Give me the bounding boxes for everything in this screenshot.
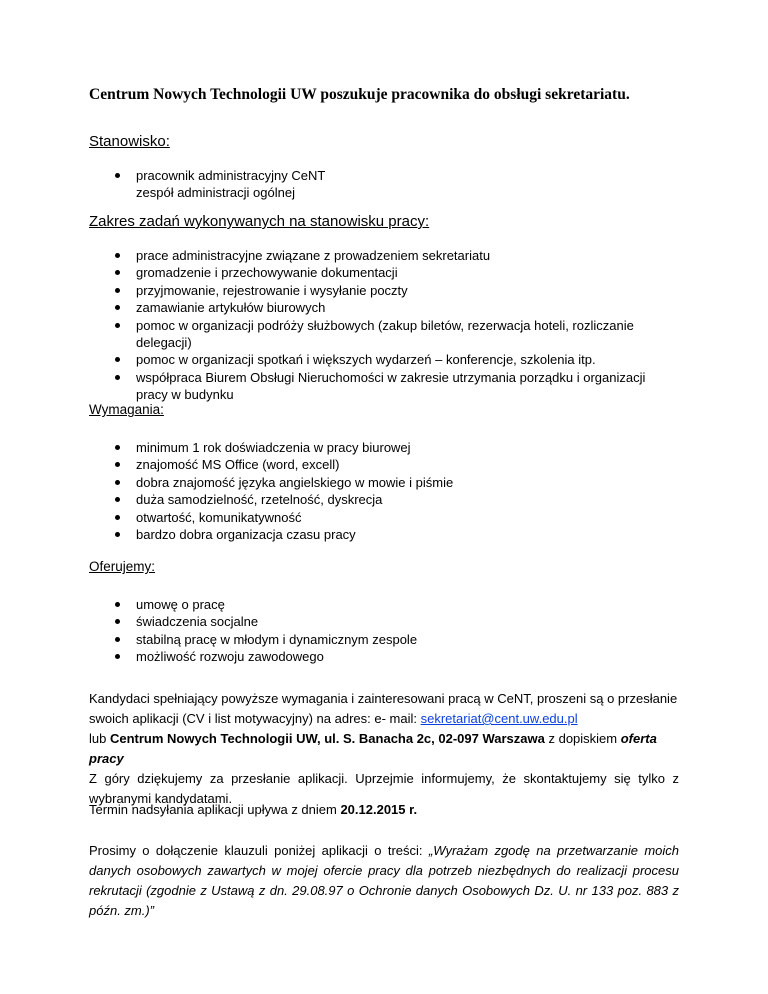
offer-label: oferta pracy (89, 731, 657, 766)
deadline-date: 20.12.2015 r. (340, 802, 418, 817)
clause-text: Prosimy o dołączenie klauzuli poniżej aplikacji o treści: (89, 843, 429, 858)
list-item: stabilną pracę w młodym i dynamicznym zespole (89, 631, 656, 648)
list-item: gromadzenie i przechowywanie dokumentacji (89, 264, 656, 281)
list-item: przyjmowanie, rejestrowanie i wysyłanie poczty (89, 282, 656, 299)
list-item: umowę o pracę (89, 596, 656, 613)
list-item (89, 167, 656, 202)
list-item: minimum 1 rok doświadczenia w pracy biurowej (89, 439, 656, 456)
application-paragraph (89, 689, 679, 809)
list-item: znajomość MS Office (word, excell) (89, 456, 656, 473)
application-note-text: z dopiskiem (544, 731, 621, 746)
stanowisko-position: pracownik administracyjny CeNT (136, 168, 326, 183)
application-text: Kandydaci spełniający powyższe wymagania i zainteresowani pracą w CeNT, proszeni są o przesłanie swoich aplikacji (CV i list motywacyjny) na adres: e- mail: (89, 691, 678, 726)
section-heading-oferujemy: Oferujemy: (89, 559, 156, 574)
page-title: Centrum Nowych Technologii UW poszukuje pracownika do obsługi sekretariatu. (89, 86, 630, 103)
stanowisko-team: zespół administracji ogólnej (136, 185, 295, 201)
oferujemy-list (89, 596, 656, 666)
section-heading-zakres: Zakres zadań wykonywanych na stanowisku pracy: (89, 213, 430, 230)
list-item: współpraca Biurem Obsługi Nieruchomości w zakresie utrzymania porządku i organizacji pracy w budynku (89, 369, 656, 404)
list-item: dobra znajomość języka angielskiego w mowie i piśmie (89, 474, 656, 491)
stanowisko-list (89, 167, 656, 202)
list-item: otwartość, komunikatywność (89, 509, 656, 526)
list-item: duża samodzielność, rzetelność, dyskrecja (89, 491, 656, 508)
list-item: możliwość rozwoju zawodowego (89, 648, 656, 665)
deadline-text: Termin nadsyłania aplikacji upływa z dniem (89, 802, 341, 817)
list-item: pomoc w organizacji spotkań i większych wydarzeń – konferencje, szkolenia itp. (89, 351, 656, 368)
address-text: Centrum Nowych Technologii UW, ul. S. Banacha 2c, 02-097 Warszawa (109, 731, 545, 746)
email-link[interactable]: sekretariat@cent.uw.edu.pl (420, 711, 578, 726)
section-heading-stanowisko: Stanowisko: (89, 133, 170, 150)
list-item: świadczenia socjalne (89, 613, 656, 630)
clause-quote: „Wyrażam zgodę na przetwarzanie moich danych osobowych zawartych w mojej ofercie pracy dla potrzeb niezbędnych do realizacji procesu rekrutacji (zgodnie z Ustawą z dn. 29.08.97 o Ochronie danych Osobowych Dz. U. nr 133 poz. 883 z późn. zm.)” (89, 843, 679, 918)
list-item: pomoc w organizacji podróży służbowych (zakup biletów, rezerwacja hoteli, rozliczanie delegacji) (89, 317, 656, 352)
deadline-paragraph (89, 800, 679, 820)
list-item: zamawianie artykułów biurowych (89, 299, 656, 316)
list-item: prace administracyjne związane z prowadzeniem sekretariatu (89, 247, 656, 264)
zakres-list (89, 247, 656, 404)
application-or-text: lub (89, 731, 110, 746)
clause-paragraph (89, 841, 679, 921)
wymagania-list (89, 439, 656, 543)
thanks-text: Z góry dziękujemy za przesłanie aplikacji. Uprzejmie informujemy, że skontaktujemy się tylko z wybranymi kandydatami. (89, 771, 679, 806)
section-heading-wymagania: Wymagania: (89, 402, 164, 417)
list-item: bardzo dobra organizacja czasu pracy (89, 526, 656, 543)
